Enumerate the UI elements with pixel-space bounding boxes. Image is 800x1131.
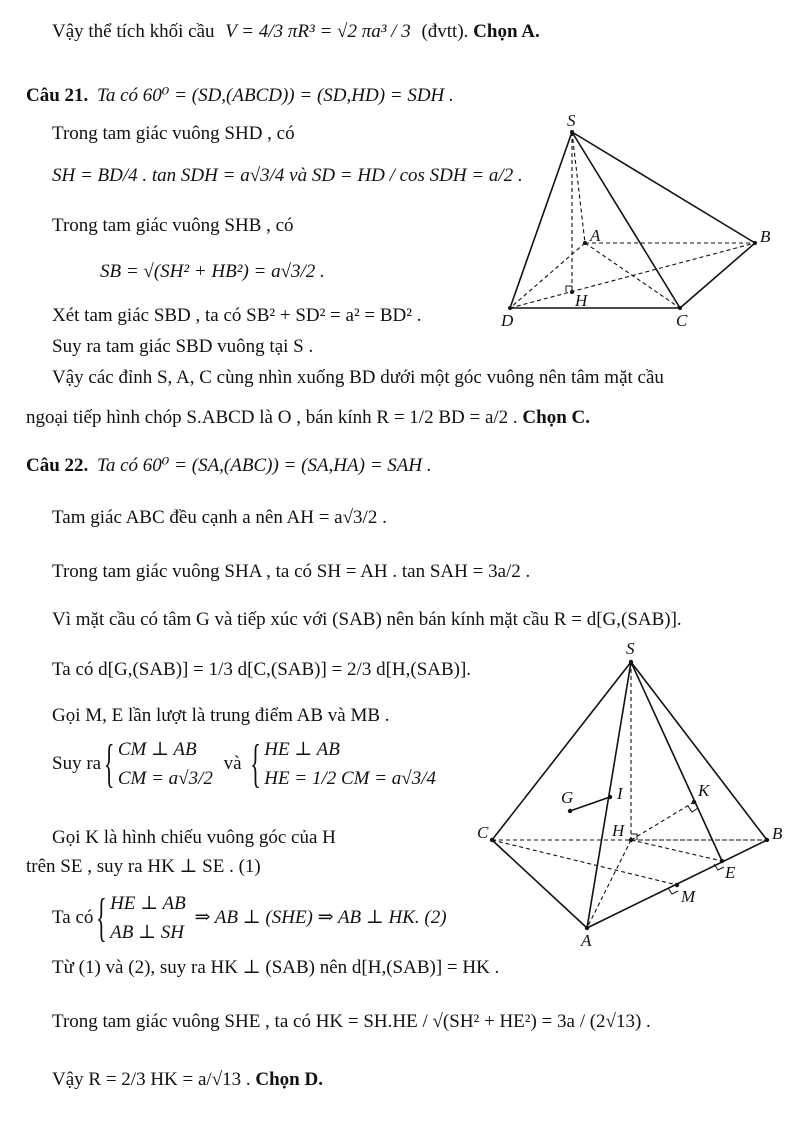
- q21-line-3: Trong tam giác vuông SHB , có: [52, 215, 294, 236]
- q22-line-11: Trong tam giác vuông SHE , ta có HK = SH.HE / √(SH² + HE²) = 3a / (2√13) .: [52, 1011, 651, 1032]
- q22-line-4: Ta có d[G,(SAB)] = 1/3 d[C,(SAB)] = 2/3 d[H,(SAB)].: [52, 659, 472, 680]
- label-S: S: [567, 111, 576, 130]
- point-G: [568, 809, 572, 813]
- system-3-eq-b: AB ⊥ SH: [110, 921, 184, 943]
- edge-CM: [492, 840, 677, 885]
- point-C: [490, 838, 494, 842]
- point-A: [583, 241, 587, 245]
- q22-intro-line: [26, 456, 432, 477]
- q22-line-12: [52, 1070, 323, 1091]
- point-K: [692, 800, 696, 804]
- point-M: [675, 883, 679, 887]
- system-3: [98, 890, 186, 947]
- label-B: B: [760, 227, 771, 246]
- label-B: B: [772, 824, 783, 843]
- system-3-eq-a: { HE ⊥ AB: [110, 893, 186, 914]
- system-2-eq-a: { HE ⊥ AB: [264, 739, 340, 760]
- system-1-eq-a: { CM ⊥ AB: [117, 739, 197, 760]
- q21-intro-line: [26, 86, 454, 107]
- q21-line-7: Vậy các đỉnh S, A, C cùng nhìn xuống BD dưới một góc vuông nên tâm mặt cầu: [52, 367, 664, 388]
- q21-choice: Chọn C.: [522, 407, 590, 428]
- edge-SC: [572, 132, 680, 308]
- label-I: I: [617, 784, 623, 803]
- point-C: [678, 306, 682, 310]
- system-2: [252, 736, 436, 793]
- q22-intro: Ta có 60⁰ = (SA,(ABC)) = (SA,HA) = SAH .: [97, 455, 432, 476]
- q21-conclusion: ngoại tiếp hình chóp S.ABCD là O , bán kính R = 1/2 BD = a/2 .: [26, 407, 518, 428]
- volume-unit: (đvtt).: [421, 21, 469, 42]
- q22-and: và: [223, 753, 242, 775]
- q22-line-10: Từ (1) và (2), suy ra HK ⊥ (SAB) nên d[H,(SAB)] = HK .: [52, 957, 500, 978]
- q21-line-5: Xét tam giác SBD , ta có SB² + SD² = a² = BD² .: [52, 305, 422, 326]
- label-D: D: [501, 311, 514, 330]
- pyramid-figure-2: [472, 636, 792, 948]
- q21-intro: Ta có 60⁰ = (SD,(ABCD)) = (SD,HD) = SDH .: [97, 85, 454, 106]
- q22-line-9: [52, 890, 447, 947]
- edge-CB: [680, 243, 755, 308]
- label-E: E: [725, 863, 736, 882]
- q22-line-1: Tam giác ABC đều cạnh a nên AH = a√3/2 .: [52, 507, 387, 528]
- label-S: S: [626, 639, 635, 658]
- label-C: C: [676, 311, 688, 330]
- label-H: H: [612, 821, 625, 840]
- edge-GI: [570, 797, 610, 811]
- q21-line-8: [26, 408, 590, 429]
- point-B: [753, 241, 757, 245]
- system-1-eq-b: CM = a√3/2: [117, 767, 213, 789]
- volume-choice: Chọn A.: [473, 21, 540, 42]
- edge-SC: [492, 662, 631, 840]
- vertices-1: [508, 130, 757, 310]
- edge-HK: [631, 802, 694, 840]
- q22-line-6: [52, 736, 436, 793]
- q22-line-8: trên SE , suy ra HK ⊥ SE . (1): [26, 856, 261, 877]
- label-K: K: [698, 781, 710, 800]
- point-I: [608, 795, 612, 799]
- label-H: H: [575, 291, 588, 310]
- volume-formula: V = 4/3 πR³ = √2 πa³ / 3: [225, 21, 411, 42]
- label-C: C: [477, 823, 489, 842]
- q22-line-6-pre: Suy ra: [52, 753, 102, 775]
- point-A: [585, 926, 589, 930]
- point-D: [508, 306, 512, 310]
- q22-conclusion: Vậy R = 2/3 HK = a/√13 .: [52, 1069, 251, 1090]
- label-A: A: [590, 226, 601, 245]
- point-S: [570, 130, 574, 134]
- q21-label: Câu 21.: [26, 85, 89, 106]
- label-G: G: [561, 788, 574, 807]
- label-M: M: [681, 887, 696, 906]
- edge-SB: [631, 662, 767, 840]
- q22-line-7: Gọi K là hình chiếu vuông góc của H: [52, 827, 336, 848]
- label-A: A: [581, 931, 592, 948]
- edge-SA: [587, 662, 631, 928]
- point-E: [720, 859, 724, 863]
- q22-line-5: Gọi M, E lần lượt là trung điểm AB và MB .: [52, 705, 390, 726]
- point-B: [765, 838, 769, 842]
- system-1: [106, 736, 213, 793]
- pyramid-figure-1: [490, 108, 790, 333]
- right-angle-M: [668, 888, 678, 894]
- point-S: [629, 660, 633, 664]
- edge-HE: [631, 840, 722, 861]
- point-H: [570, 290, 574, 294]
- volume-text: Vậy thể tích khối cầu: [52, 21, 215, 42]
- vertices-2: [490, 660, 769, 930]
- q22-line-3: Vì mặt cầu có tâm G và tiếp xúc với (SAB) nên bán kính mặt cầu R = d[G,(SAB)].: [52, 609, 682, 630]
- edge-CA: [492, 840, 587, 928]
- volume-conclusion: [52, 22, 540, 43]
- q22-choice: Chọn D.: [255, 1069, 323, 1090]
- q21-line-2: SH = BD/4 . tan SDH = a√3/4 và SD = HD / cos SDH = a/2 .: [52, 165, 523, 186]
- q22-line-9-pre: Ta có: [52, 907, 94, 929]
- point-H: [629, 838, 633, 842]
- q22-line-2: Trong tam giác vuông SHA , ta có SH = AH . tan SAH = 3a/2 .: [52, 561, 531, 582]
- q21-line-6: Suy ra tam giác SBD vuông tại S .: [52, 336, 314, 357]
- q22-line-9-post: ⇒ AB ⊥ (SHE) ⇒ AB ⊥ HK. (2): [194, 907, 447, 929]
- q22-label: Câu 22.: [26, 455, 89, 476]
- q21-line-1: Trong tam giác vuông SHD , có: [52, 123, 295, 144]
- q21-line-4: SB = √(SH² + HB²) = a√3/2 .: [100, 261, 325, 282]
- system-2-eq-b: HE = 1/2 CM = a√3/4: [264, 767, 437, 789]
